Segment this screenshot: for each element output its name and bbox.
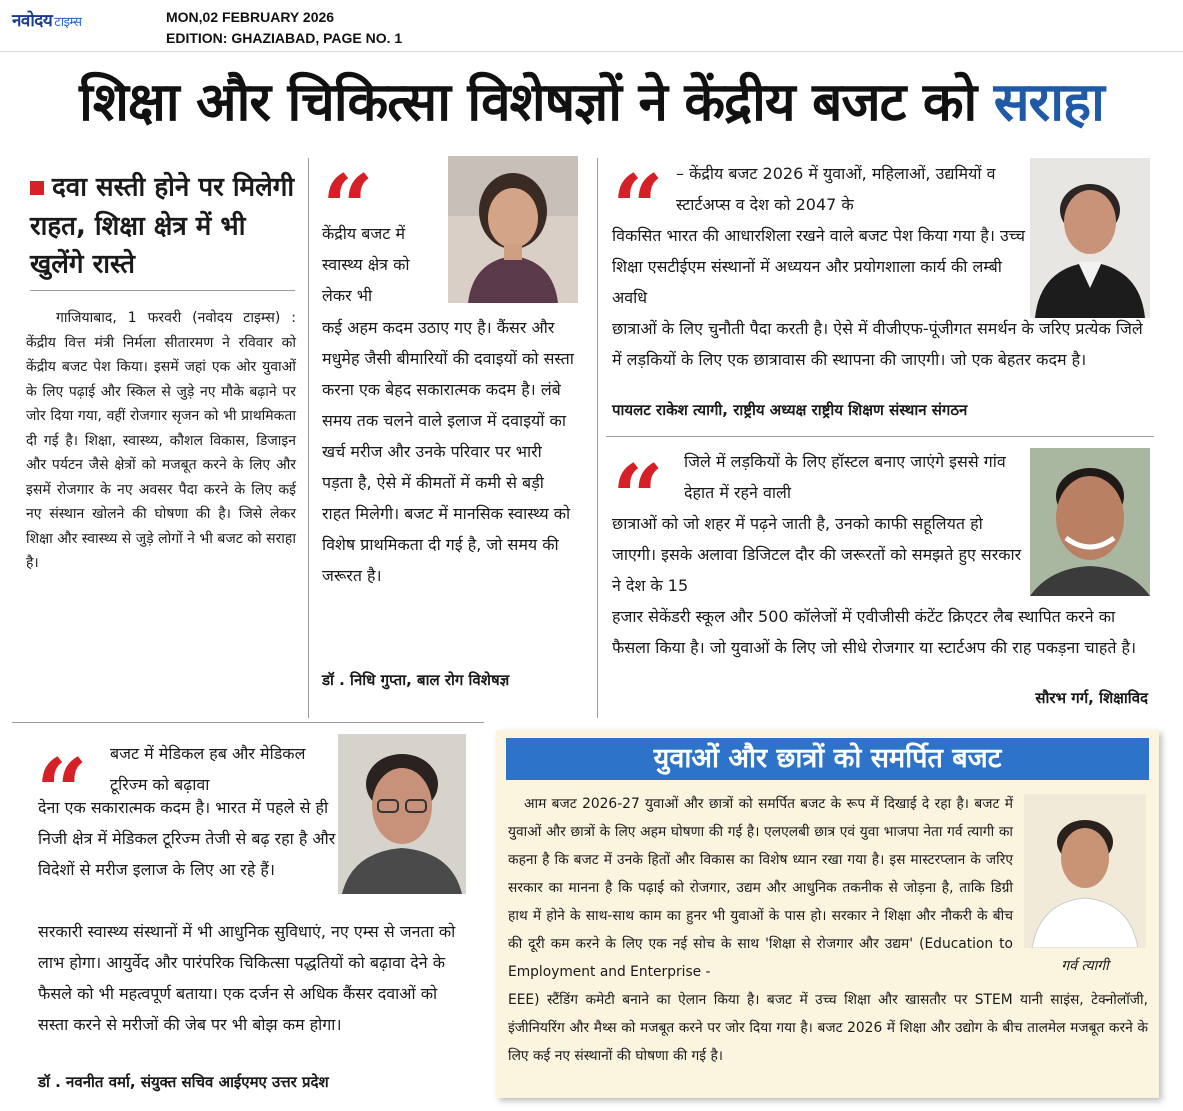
divider (606, 436, 1154, 437)
logo[interactable] (12, 8, 82, 31)
boxed-story-text-b: EEE) स्टैंडिंग कमेटी बनाने का ऐलान किया है। बजट में उच्च शिक्षा और खासतौर पर STEM यानी साइंस, टेक्नोलॉजी, इंजीनियरिंग और मैथ्स को मजबूत करने पर जोर दिया गया है। बजट 2026 में शिक्षा और उद्योग के बीच तालमेल मजबूत करने के लिए कई नए संस्थानों की घोषणा की गई है। (508, 992, 1148, 1064)
quote-navneet-signature: डॉ . नवनीत वर्मा, संयुक्त सचिव आईएमए उत्तर प्रदेश (38, 1073, 329, 1091)
portrait-photo-nidhi (448, 156, 578, 303)
logo-sub: टाइम्स (54, 15, 82, 30)
lead-body: गाजियाबाद, 1 फरवरी (नवोदय टाइम्स) : केंद्रीय वित्त मंत्री निर्मला सीतारमण ने रविवार को केंद्रीय बजट पेश किया। इसमें जहां एक ओर युवाओं के लिए पढ़ाई और स्किल से जुड़े नए मौके बढ़ाने पर जोर दिया गया, वहीं रोजगार सृजन को भी प्राथमिकता दी गई है। शिक्षा, स्वास्थ्य, कौशल विकास, डिजाइन और पर्यटन जैसे क्षेत्रों को मजबूत करने के लिए और इसमें रोजगार के नए अवसर पैदा करने के लिए कई नए संस्थान खोलने की घोषणा की है। जिसे लेकर शिक्षा और स्वास्थ्य से जुड़े लोगों ने भी बजट को सराहा है। (26, 310, 296, 571)
quote-saurabh-text-c: हजार सेकेंडरी स्कूल और 500 कॉलेजों में एवीजीसी कंटेंट क्रिएटर लैब स्थापित करने का फैसला किया है। जो युवाओं के लिए जो सीधे रोजगार या स्टार्टअप की राह पकड़ना चाहते है। (612, 607, 1137, 657)
quote-nidhi-text-a: केंद्रीय बजट में स्वास्थ्य क्षेत्र को लेकर भी (322, 224, 410, 305)
quote-mark-icon (612, 458, 682, 506)
logo-main: नवोदय (12, 11, 53, 31)
boxed-story (496, 730, 1159, 1098)
quote-nidhi-text-b: कई अहम कदम उठाए गए है। कैंसर और मधुमेह जैसी बीमारियों की दवाइयों को सस्ता करना एक बेहद सकारात्मक कदम है। लंबे समय तक चलने वाले इलाज में दवाइयों का खर्च मरीज और उनके परिवार पर भारी पड़ता है, ऐसे में कीमतों में कमी से बड़ी राहत मिलेगी। बजट में मानसिक स्वास्थ्य को विशेष प्राथमिकता दी गई है, जो समय की जरूरत है। (322, 318, 574, 585)
quote-rakesh-signature: पायलट राकेश त्यागी, राष्ट्रीय अध्यक्ष राष्ट्रीय शिक्षण संस्थान संगठन (612, 401, 968, 419)
boxed-story-title: युवाओं और छात्रों को समर्पित बजट (506, 738, 1149, 780)
portrait-photo-saurabh (1030, 448, 1150, 596)
quote-mark-icon (322, 168, 432, 220)
quote-rakesh-text-b: विकसित भारत की आधारशिला रखने वाले बजट पेश किया गया है। उच्च शिक्षा एसटीईएम संस्थानों में अध्ययन और प्रयोगशाला कार्य की लम्बी अवधि (612, 226, 1025, 307)
portrait-photo-rakesh (1030, 158, 1150, 318)
headline-highlight: सराहा (993, 72, 1104, 133)
issue-date: MON,02 FEBRUARY 2026 (166, 9, 335, 25)
boxed-story-text-a: आम बजट 2026-27 युवाओं और छात्रों को समर्पित बजट के रूप में दिखाई दे रहा है। बजट में युवाओं और छात्रों के लिए अहम घोषणा की गई है। एलएलबी छात्र एवं युवा भाजपा नेता गर्व त्यागी का कहना है कि बजट में उनके हितों और विकास का विशेष ध्यान रखा गया है। इस मास्टरप्लान के जरिए सरकार का मानना है कि पढ़ाई को रोजगार, उद्यम और आधुनिक तकनीक से जोड़ना है, ताकि डिग्री हाथ में होने के साथ-साथ काम का हुनर भी युवाओं के पास हो। सरकार ने शिक्षा और नौकरी के बीच की दूरी कम करने के लिए एक नई सोच के साथ 'शिक्षा से रोजगार और उद्यम' (Education to Employment and Enterprise - (508, 796, 1013, 980)
headline-main: शिक्षा और चिकित्सा विशेषज्ञों ने केंद्रीय बजट को (79, 72, 977, 133)
portrait-photo-navneet (338, 734, 466, 894)
quote-nidhi-signature: डॉ . निधि गुप्ता, बाल रोग विशेषज्ञ (322, 671, 510, 689)
quote-navneet-text-b: देना एक सकारात्मक कदम है। भारत में पहले से ही निजी क्षेत्र में मेडिकल टूरिज्म तेजी से बढ़ रहा है और विदेशों से मरीज इलाज के लिए आ रहे हैं। (38, 798, 336, 879)
divider (12, 722, 484, 723)
column-divider (597, 158, 598, 718)
quote-rakesh-text-a: – केंद्रीय बजट 2026 में युवाओं, महिलाओं, उद्यमियों व स्टार्टअप्स व देश को 2047 के (676, 164, 996, 214)
lead-subheading (30, 168, 295, 284)
page-headline (0, 58, 1183, 148)
portrait-photo-garv (1024, 794, 1146, 948)
quote-saurabh-text-b: छात्राओं को जो शहर में पढ़ने जाती है, उनको काफी सहूलियत हो जाएगी। इसके अलावा डिजिटल दौर की जरूरतों को समझते हुए सरकार ने देश के 15 (612, 514, 1022, 595)
quote-navneet-text-c: सरकारी स्वास्थ्य संस्थानों में भी आधुनिक सुविधाएं, नए एम्स से जनता को लाभ होगा। आयुर्वेद और पारंपरिक चिकित्सा पद्धतियों को बढ़ावा देने के फैसले को भी महत्वपूर्ण बताया। एक दर्जन से अधिक कैंसर दवाओं को सस्ता करने से मरीजों की जेब पर भी बोझ कम होगा। (38, 922, 456, 1034)
quote-saurabh-text-a: जिले में लड़कियों के लिए हॉस्टल बनाए जाएंगे इससे गांव देहात में रहने वाली (684, 452, 1006, 502)
divider (30, 290, 295, 291)
quote-rakesh-text-c: छात्राओं के लिए चुनौती पैदा करती है। ऐसे में वीजीएफ-पूंजीगत समर्थन के जरिए प्रत्येक जिले में लड़कियों के लिए एक छात्रावास की स्थापना की जाएगी। जो एक बेहतर कदम है। (612, 319, 1143, 369)
column-divider (308, 158, 309, 718)
top-bar (0, 0, 1183, 52)
edition-info: EDITION: GHAZIABAD, PAGE NO. 1 (166, 30, 403, 46)
lead-subheading-text: दवा सस्ती होने पर मिलेगी राहत, शिक्षा क्षेत्र में भी खुलेंगे रास्ते (30, 172, 295, 280)
quote-mark-icon (612, 168, 682, 216)
quote-navneet-text-a: बजट में मेडिकल हब और मेडिकल टूरिज्म को बढ़ावा (110, 744, 306, 794)
photo-caption: गर्व त्यागी (1061, 958, 1109, 974)
bullet-square-icon (30, 181, 44, 195)
quote-saurabh-signature: सौरभ गर्ग, शिक्षाविद (1035, 689, 1148, 707)
